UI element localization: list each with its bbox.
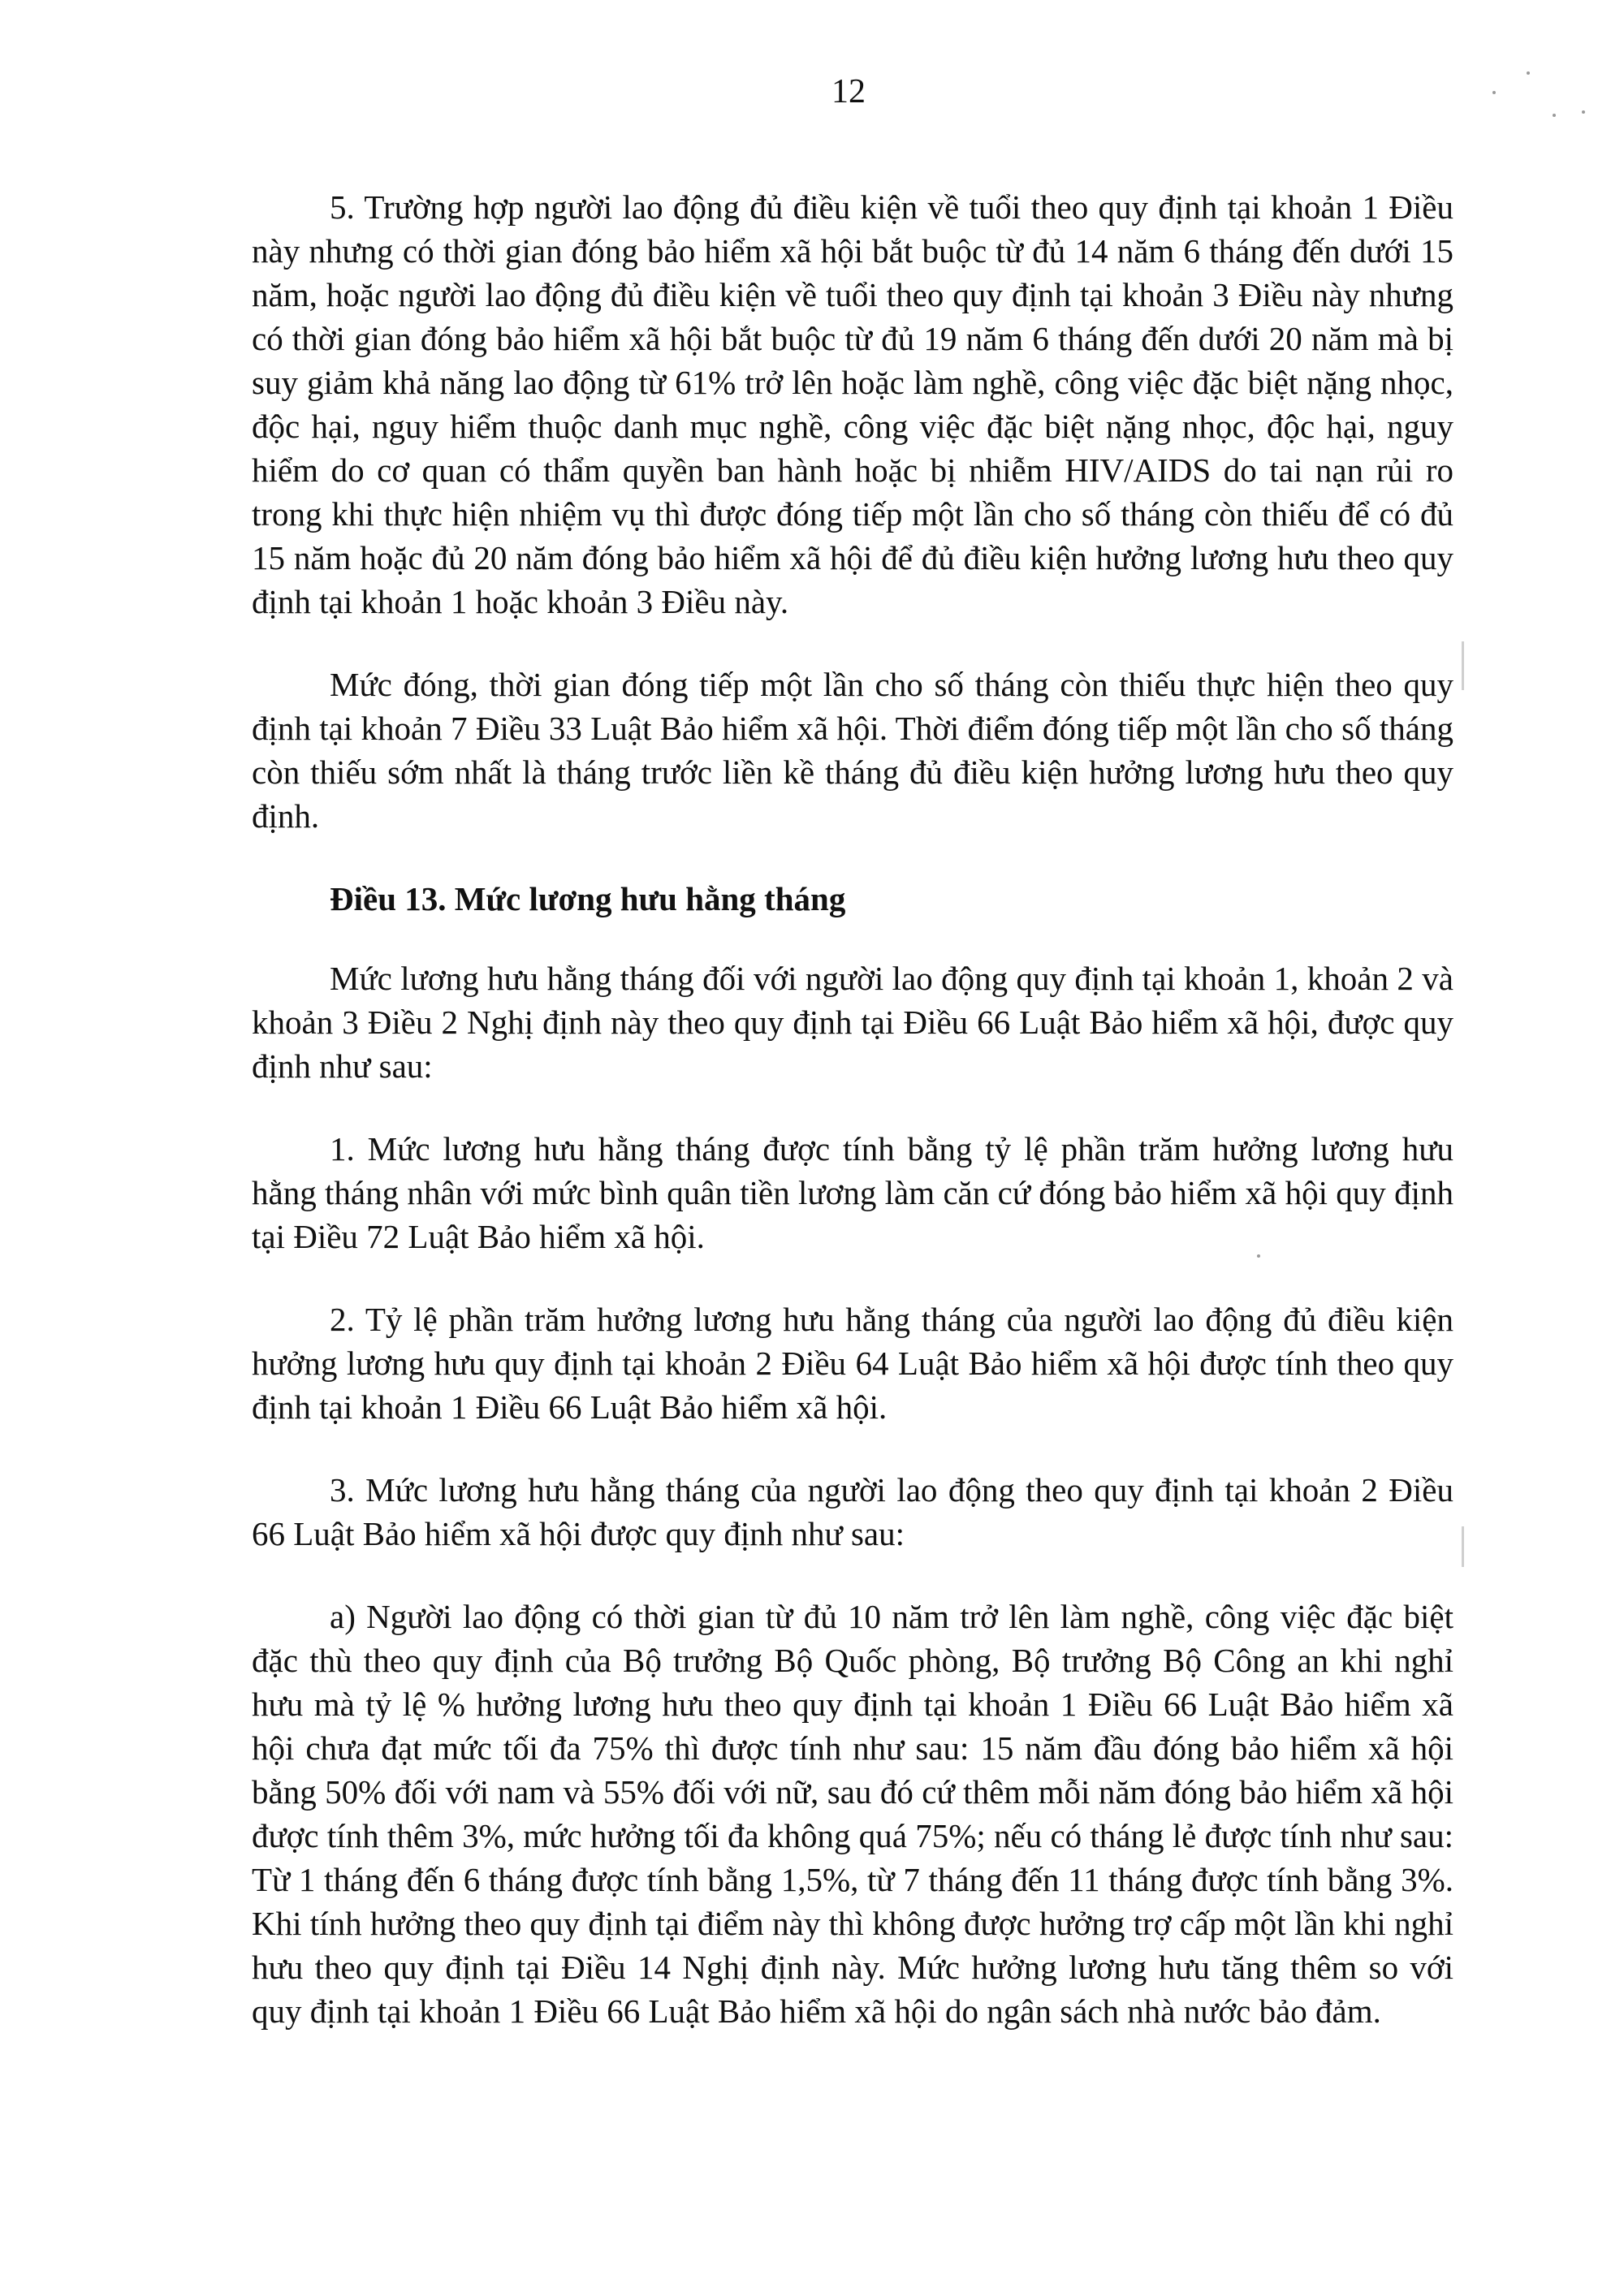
scan-speck xyxy=(1553,114,1556,117)
paragraph-clause-2: 2. Tỷ lệ phần trăm hưởng lương hưu hằng tháng của người lao động đủ điều kiện hưởng lương hưu quy định tại khoản 2 Điều 64 Luật Bảo hiểm xã hội được tính theo quy định tại khoản 1 Điều 66 Luật Bảo hiểm xã hội. xyxy=(252,1301,1453,1426)
scan-mark xyxy=(1462,641,1464,690)
page-number: 12 xyxy=(831,73,866,110)
article-title: Mức lương hưu hằng tháng xyxy=(454,880,846,917)
scan-speck xyxy=(1527,71,1530,75)
article-number: Điều 13. xyxy=(330,880,447,917)
scan-mark xyxy=(1462,1526,1464,1567)
paragraph-clause-1: 1. Mức lương hưu hằng tháng được tính bằng tỷ lệ phần trăm hưởng lương hưu hằng tháng nhân với mức bình quân tiền lương làm căn cứ đóng bảo hiểm xã hội quy định tại Điều 72 Luật Bảo hiểm xã hội. xyxy=(252,1130,1453,1255)
scan-speck xyxy=(1582,110,1585,114)
article-heading xyxy=(252,877,1453,921)
scan-speck xyxy=(1257,1254,1260,1258)
paragraph-clause-3a: a) Người lao động có thời gian từ đủ 10 năm trở lên làm nghề, công việc đặc biệt đặc thù theo quy định của Bộ trưởng Bộ Quốc phòng, Bộ trưởng Bộ Công an khi nghỉ hưu mà tỷ lệ % hưởng lương hưu theo quy định tại khoản 1 Điều 66 Luật Bảo hiểm xã hội chưa đạt mức tối đa 75% thì được tính như sau: 15 năm đầu đóng bảo hiểm xã hội bằng 50% đối với nam và 55% đối với nữ, sau đó cứ thêm mỗi năm đóng bảo hiểm xã hội được tính thêm 3%, mức hưởng tối đa không quá 75%; nếu có tháng lẻ được tính như sau: Từ 1 tháng đến 6 tháng được tính bằng 1,5%, từ 7 tháng đến 11 tháng được tính bằng 3%. Khi tính hưởng theo quy định tại điểm này thì không được hưởng trợ cấp một lần khi nghỉ hưu theo quy định tại Điều 14 Nghị định này. Mức hưởng lương hưu tăng thêm so với quy định tại khoản 1 Điều 66 Luật Bảo hiểm xã hội do ngân sách nhà nước bảo đảm. xyxy=(252,1598,1453,2030)
paragraph-clause-5: 5. Trường hợp người lao động đủ điều kiện về tuổi theo quy định tại khoản 1 Điều này nhưng có thời gian đóng bảo hiểm xã hội bắt buộc từ đủ 14 năm 6 tháng đến dưới 15 năm, hoặc người lao động đủ điều kiện về tuổi theo quy định tại khoản 3 Điều này nhưng có thời gian đóng bảo hiểm xã hội bắt buộc từ đủ 19 năm 6 tháng đến dưới 20 năm mà bị suy giảm khả năng lao động từ 61% trở lên hoặc làm nghề, công việc đặc biệt nặng nhọc, độc hại, nguy hiểm thuộc danh mục nghề, công việc đặc biệt nặng nhọc, độc hại, nguy hiểm do cơ quan có thẩm quyền ban hành hoặc bị nhiễm HIV/AIDS do tai nạn rủi ro trong khi thực hiện nhiệm vụ thì được đóng tiếp một lần cho số tháng còn thiếu để có đủ 15 năm hoặc đủ 20 năm đóng bảo hiểm xã hội để đủ điều kiện hưởng lương hưu theo quy định tại khoản 1 hoặc khoản 3 Điều này. xyxy=(252,188,1453,620)
document-body xyxy=(252,185,1453,2072)
scan-speck xyxy=(1492,91,1496,94)
paragraph-article-intro: Mức lương hưu hằng tháng đối với người lao động quy định tại khoản 1, khoản 2 và khoản 3 Điều 2 Nghị định này theo quy định tại Điều 66 Luật Bảo hiểm xã hội, được quy định như sau: xyxy=(252,960,1453,1085)
paragraph-clause-5-payment: Mức đóng, thời gian đóng tiếp một lần cho số tháng còn thiếu thực hiện theo quy định tại khoản 7 Điều 33 Luật Bảo hiểm xã hội. Thời điểm đóng tiếp một lần cho số tháng còn thiếu sớm nhất là tháng trước liền kề tháng đủ điều kiện hưởng lương hưu theo quy định. xyxy=(252,666,1453,835)
paragraph-clause-3: 3. Mức lương hưu hằng tháng của người lao động theo quy định tại khoản 2 Điều 66 Luật Bảo hiểm xã hội được quy định như sau: xyxy=(252,1471,1453,1552)
